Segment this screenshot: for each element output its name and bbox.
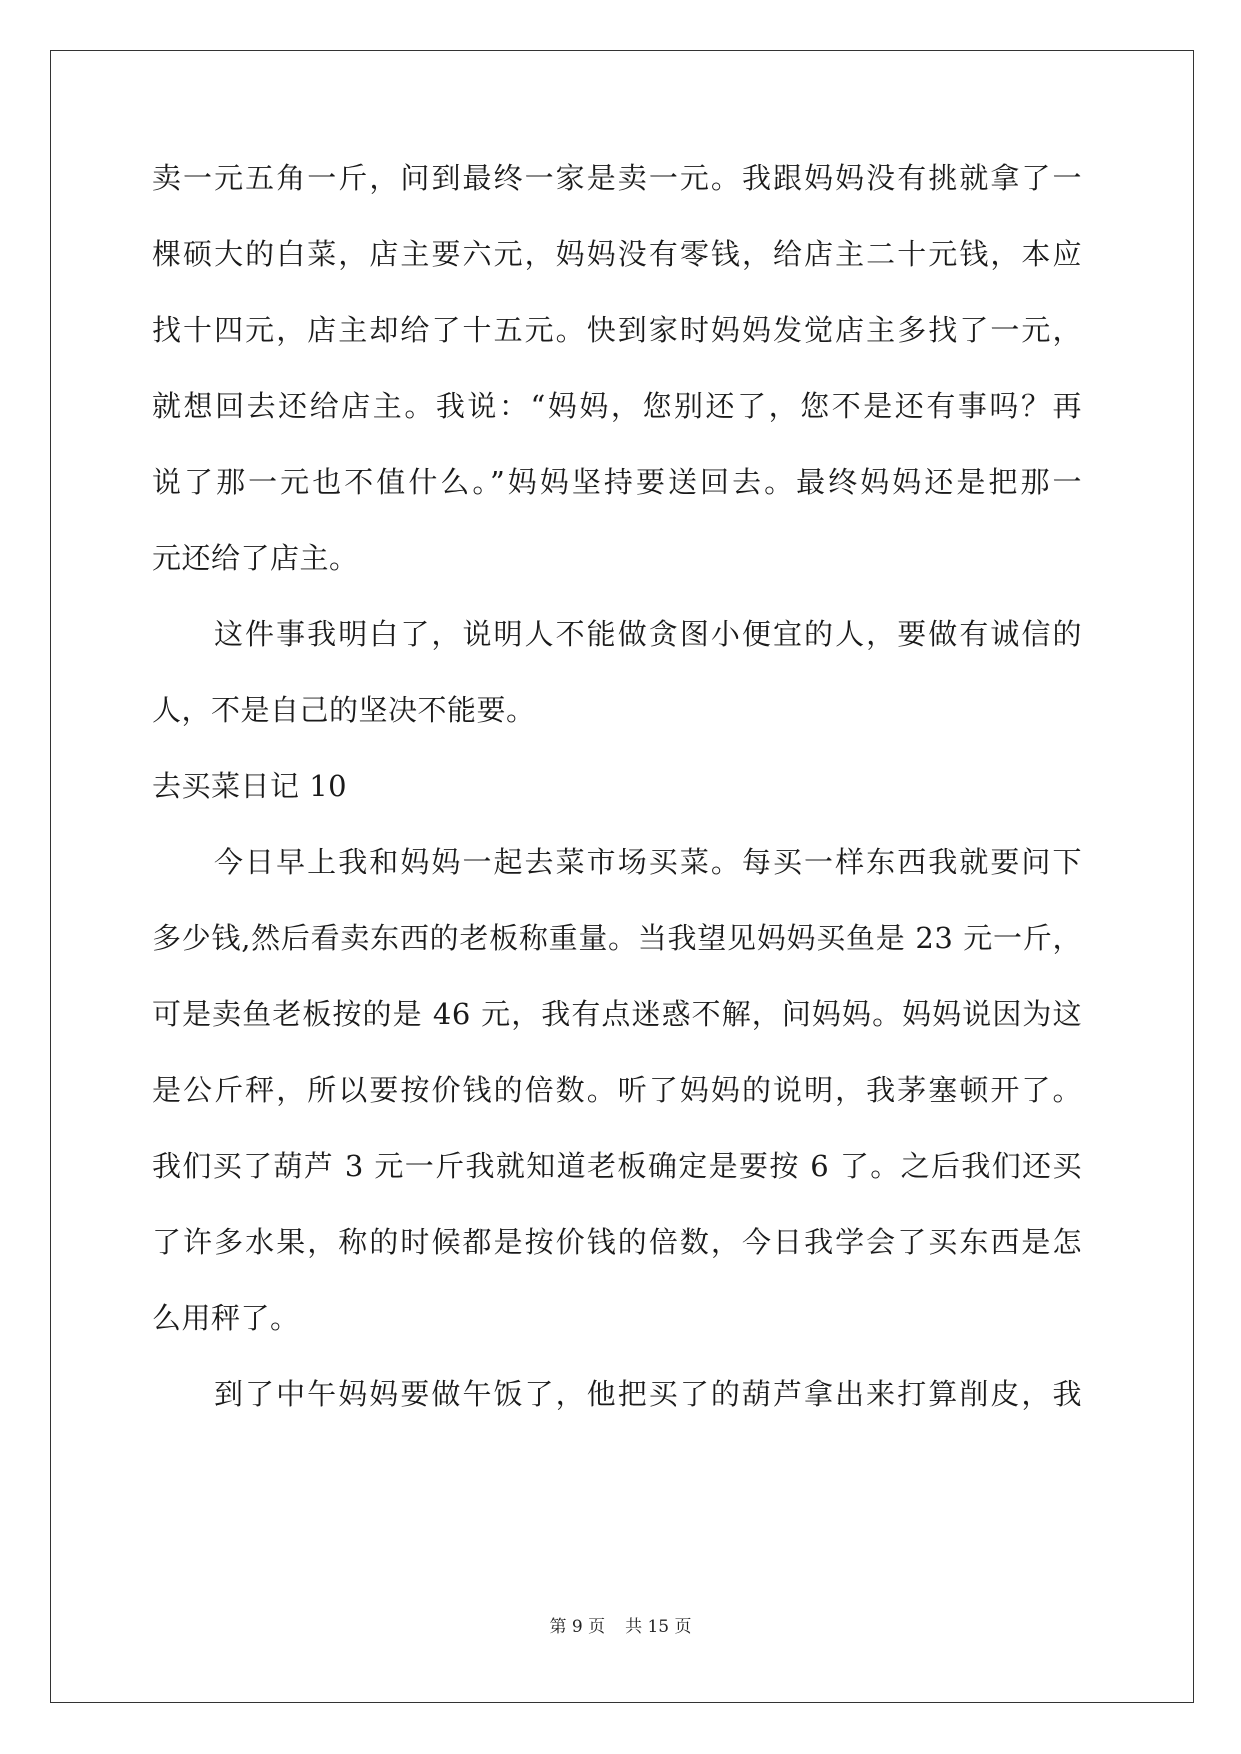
text-line: 么用秤了。 <box>152 1301 300 1335</box>
paragraph-start-line: 今日早上我和妈妈一起去菜市场买菜。每买一样东西我就要问下 <box>214 845 1082 879</box>
text-line: 多少钱,然后看卖东西的老板称重量。当我望见妈妈买鱼是 23 元一斤， <box>152 921 1082 955</box>
text-line: 就想回去还给店主。我说：“妈妈，您别还了，您不是还有事吗？再 <box>152 389 1082 423</box>
text-line: 找十四元，店主却给了十五元。快到家时妈妈发觉店主多找了一元， <box>152 313 1082 347</box>
text-line: 我们买了葫芦 3 元一斤我就知道老板确定是要按 6 了。之后我们还买 <box>152 1149 1082 1183</box>
text-line: 卖一元五角一斤，问到最终一家是卖一元。我跟妈妈没有挑就拿了一 <box>152 161 1082 195</box>
text-line: 元还给了店主。 <box>152 541 359 575</box>
text-line: 可是卖鱼老板按的是 46 元，我有点迷惑不解，问妈妈。妈妈说因为这 <box>152 997 1082 1031</box>
paragraph-start-line: 这件事我明白了，说明人不能做贪图小便宜的人，要做有诚信的 <box>214 617 1082 651</box>
paragraph-start-line: 到了中午妈妈要做午饭了，他把买了的葫芦拿出来打算削皮，我 <box>214 1377 1082 1411</box>
page-number: 第 9 页 <box>549 1617 606 1637</box>
section-heading: 去买菜日记 10 <box>152 769 348 803</box>
text-line: 棵硕大的白菜，店主要六元，妈妈没有零钱，给店主二十元钱，本应 <box>152 237 1082 271</box>
text-line: 说了那一元也不值什么。”妈妈坚持要送回去。最终妈妈还是把那一 <box>152 465 1082 499</box>
text-line: 是公斤秤，所以要按价钱的倍数。听了妈妈的说明，我茅塞顿开了。 <box>152 1073 1082 1107</box>
page-footer <box>0 1616 1241 1638</box>
text-line: 了许多水果，称的时候都是按价钱的倍数，今日我学会了买东西是怎 <box>152 1225 1082 1259</box>
page-total: 共 15 页 <box>625 1617 692 1637</box>
text-line: 人，不是自己的坚决不能要。 <box>152 693 536 727</box>
